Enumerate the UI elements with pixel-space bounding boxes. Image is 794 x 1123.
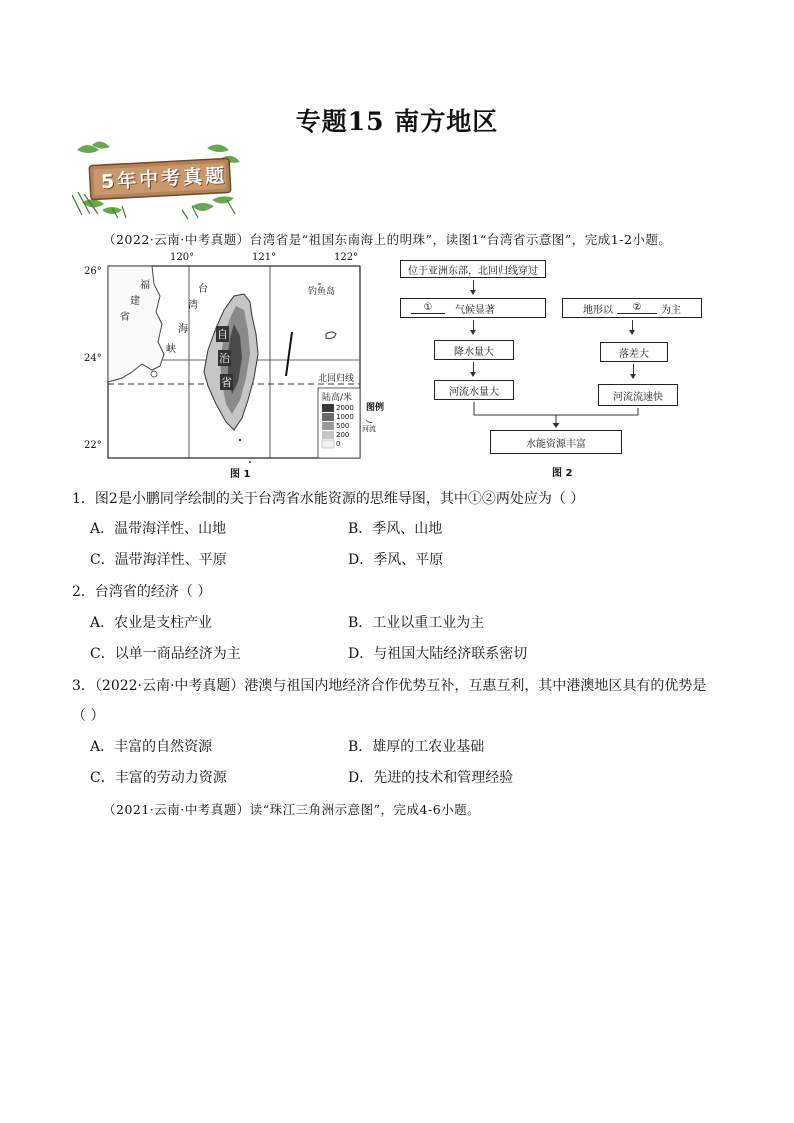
question-3-option-b[interactable]: B．雄厚的工农业基础 xyxy=(348,739,485,755)
question-3-option-a[interactable]: A．丰富的自然资源 xyxy=(90,739,213,755)
question-2-option-a[interactable]: A．农业是支柱产业 xyxy=(90,615,213,631)
legend-value-500: 500 xyxy=(336,422,350,430)
question-1-option-d[interactable]: D．季风、平原 xyxy=(348,552,444,568)
question-3-stem: 3．（2022·云南·中考真题）港澳与祖国内地经济合作优势互补，互惠互利，其中港澳地区具有的优势是 xyxy=(72,678,707,694)
mindmap-box-drop: 落差大 xyxy=(600,342,668,362)
question-1-option-a[interactable]: A．温带海洋性、山地 xyxy=(90,521,227,537)
label-diaoyu-island: 钓鱼岛 xyxy=(308,287,336,297)
lat-label-22: 22° xyxy=(84,440,102,451)
label-strait-2: 湾 xyxy=(188,300,198,311)
label-strait-4: 峡 xyxy=(166,344,176,355)
legend-river-label: 河流 xyxy=(362,425,376,433)
legend-values xyxy=(336,404,354,449)
lon-label-120: 120° xyxy=(170,252,195,263)
question-1-option-c[interactable]: C．温带海洋性、平原 xyxy=(90,552,227,568)
mindmap-box-hydropower: 水能资源丰富 xyxy=(490,430,622,454)
label-fujian-3: 省 xyxy=(120,312,130,323)
climate-text: 气候显著 xyxy=(455,304,495,316)
banner-5-year-exam xyxy=(72,140,242,220)
legend-value-2000: 2000 xyxy=(336,404,354,412)
question-1-option-b[interactable]: B．季风、山地 xyxy=(348,521,443,537)
lat-label-26: 26° xyxy=(84,266,102,277)
mindmap-box-location: 位于亚洲东部，北回归线穿过 xyxy=(400,260,546,278)
banner-text: 5年中考真题 xyxy=(100,164,228,193)
page-title: 专题15 南方地区 xyxy=(295,107,499,136)
terrain-prefix: 地形以 xyxy=(583,304,613,316)
blank-2: ② xyxy=(617,302,657,314)
lon-label-121: 121° xyxy=(252,252,277,263)
question-3-option-d[interactable]: D．先进的技术和管理经验 xyxy=(348,770,514,786)
question-2-stem: 2．台湾省的经济（ ） xyxy=(72,584,212,600)
question-3-option-c[interactable]: C．丰富的劳动力资源 xyxy=(90,770,227,786)
label-strait-3: 海 xyxy=(178,324,188,335)
legend-label: 图例 xyxy=(366,403,385,413)
label-taiwan-1: 自 xyxy=(217,328,228,341)
terrain-suffix: 为主 xyxy=(661,304,681,316)
mindmap-box-river-speed: 河流流速快 xyxy=(598,384,678,406)
question-2-option-c[interactable]: C．以单一商品经济为主 xyxy=(90,646,241,662)
question-2-option-b[interactable]: B．工业以重工业为主 xyxy=(348,615,485,631)
figure-2-caption: 图 2 xyxy=(552,468,573,479)
question-3-stem-continued: （ ） xyxy=(72,708,105,724)
lat-label-24: 24° xyxy=(84,353,102,364)
legend-value-0: 0 xyxy=(336,440,341,448)
figure-1-caption: 图 1 xyxy=(230,469,251,480)
figure-2-mind-map xyxy=(392,256,712,484)
intro-text-2: （2021·云南·中考真题）读“珠江三角洲示意图”，完成4-6小题。 xyxy=(103,802,481,817)
legend-title: 陆高/米 xyxy=(322,393,353,403)
mindmap-box-river-volume: 河流水量大 xyxy=(434,380,514,400)
intro-text-1: （2022·云南·中考真题）台湾省是“祖国东南海上的明珠”，读图1“台湾省示意图”，完成1-2小题。 xyxy=(103,232,672,247)
label-tropic-of-cancer: 北回归线 xyxy=(318,374,355,384)
label-fujian-1: 福 xyxy=(140,280,150,291)
label-taiwan-3: 省 xyxy=(221,376,232,389)
legend-value-1000: 1000 xyxy=(336,413,354,421)
label-fujian-2: 建 xyxy=(130,296,140,307)
legend-value-200: 200 xyxy=(336,431,350,439)
mindmap-box-precipitation: 降水量大 xyxy=(434,340,514,360)
label-strait-1: 台 xyxy=(198,284,208,295)
question-2-option-d[interactable]: D．与祖国大陆经济联系密切 xyxy=(348,646,528,662)
question-1-stem: 1．图2是小鹏同学绘制的关于台湾省水能资源的思维导图，其中①②两处应为（ ） xyxy=(72,491,585,507)
figure-1-taiwan-map xyxy=(82,252,385,484)
blank-1: ① xyxy=(411,302,445,314)
lon-label-122: 122° xyxy=(334,252,359,263)
label-taiwan-2: 治 xyxy=(219,352,230,365)
